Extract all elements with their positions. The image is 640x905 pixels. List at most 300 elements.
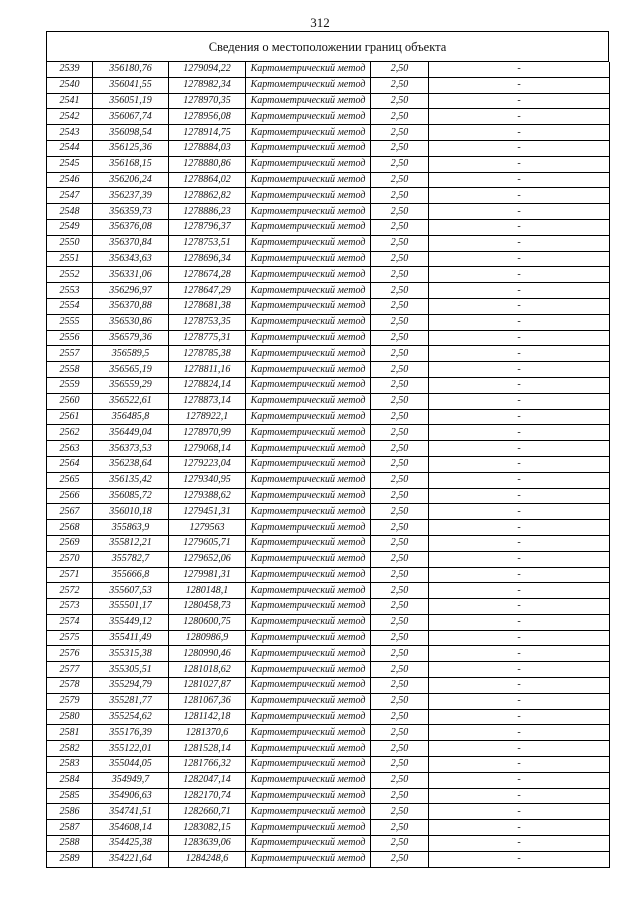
method-cell: Картометрический метод bbox=[246, 298, 371, 314]
coordinates-table-body bbox=[47, 62, 610, 867]
x-coordinate-cell: 354425,38 bbox=[93, 836, 169, 852]
y-coordinate-cell: 1278753,51 bbox=[169, 235, 246, 251]
accuracy-cell: 2,50 bbox=[371, 788, 429, 804]
x-coordinate-cell: 356331,06 bbox=[93, 267, 169, 283]
accuracy-cell: 2,50 bbox=[371, 425, 429, 441]
method-cell: Картометрический метод bbox=[246, 520, 371, 536]
table-row bbox=[47, 62, 610, 77]
method-cell: Картометрический метод bbox=[246, 678, 371, 694]
point-number-cell: 2563 bbox=[47, 441, 93, 457]
x-coordinate-cell: 356370,88 bbox=[93, 298, 169, 314]
accuracy-cell: 2,50 bbox=[371, 646, 429, 662]
point-number-cell: 2540 bbox=[47, 77, 93, 93]
description-cell: - bbox=[429, 172, 610, 188]
accuracy-cell: 2,50 bbox=[371, 204, 429, 220]
x-coordinate-cell: 356530,86 bbox=[93, 314, 169, 330]
accuracy-cell: 2,50 bbox=[371, 567, 429, 583]
description-cell: - bbox=[429, 772, 610, 788]
x-coordinate-cell: 355863,9 bbox=[93, 520, 169, 536]
table-row bbox=[47, 693, 610, 709]
description-cell: - bbox=[429, 62, 610, 77]
description-cell: - bbox=[429, 551, 610, 567]
y-coordinate-cell: 1278674,28 bbox=[169, 267, 246, 283]
y-coordinate-cell: 1284248,6 bbox=[169, 851, 246, 867]
point-number-cell: 2555 bbox=[47, 314, 93, 330]
accuracy-cell: 2,50 bbox=[371, 804, 429, 820]
point-number-cell: 2564 bbox=[47, 456, 93, 472]
x-coordinate-cell: 356449,04 bbox=[93, 425, 169, 441]
table-row bbox=[47, 851, 610, 867]
accuracy-cell: 2,50 bbox=[371, 140, 429, 156]
y-coordinate-cell: 1282660,71 bbox=[169, 804, 246, 820]
method-cell: Картометрический метод bbox=[246, 504, 371, 520]
table-row bbox=[47, 362, 610, 378]
method-cell: Картометрический метод bbox=[246, 646, 371, 662]
x-coordinate-cell: 356343,63 bbox=[93, 251, 169, 267]
description-cell: - bbox=[429, 678, 610, 694]
y-coordinate-cell: 1278864,02 bbox=[169, 172, 246, 188]
point-number-cell: 2571 bbox=[47, 567, 93, 583]
method-cell: Картометрический метод bbox=[246, 472, 371, 488]
description-cell: - bbox=[429, 614, 610, 630]
method-cell: Картометрический метод bbox=[246, 125, 371, 141]
table-row bbox=[47, 377, 610, 393]
x-coordinate-cell: 356579,36 bbox=[93, 330, 169, 346]
x-coordinate-cell: 356485,8 bbox=[93, 409, 169, 425]
description-cell: - bbox=[429, 851, 610, 867]
method-cell: Картометрический метод bbox=[246, 456, 371, 472]
point-number-cell: 2560 bbox=[47, 393, 93, 409]
point-number-cell: 2551 bbox=[47, 251, 93, 267]
x-coordinate-cell: 356180,76 bbox=[93, 62, 169, 77]
description-cell: - bbox=[429, 109, 610, 125]
method-cell: Картометрический метод bbox=[246, 140, 371, 156]
y-coordinate-cell: 1282047,14 bbox=[169, 772, 246, 788]
method-cell: Картометрический метод bbox=[246, 741, 371, 757]
table-row bbox=[47, 251, 610, 267]
accuracy-cell: 2,50 bbox=[371, 772, 429, 788]
accuracy-cell: 2,50 bbox=[371, 235, 429, 251]
point-number-cell: 2575 bbox=[47, 630, 93, 646]
table-row bbox=[47, 393, 610, 409]
table-row bbox=[47, 425, 610, 441]
y-coordinate-cell: 1278956,08 bbox=[169, 109, 246, 125]
x-coordinate-cell: 355812,21 bbox=[93, 535, 169, 551]
accuracy-cell: 2,50 bbox=[371, 62, 429, 77]
accuracy-cell: 2,50 bbox=[371, 298, 429, 314]
y-coordinate-cell: 1278970,35 bbox=[169, 93, 246, 109]
method-cell: Картометрический метод bbox=[246, 757, 371, 773]
table-row bbox=[47, 614, 610, 630]
table-row bbox=[47, 298, 610, 314]
accuracy-cell: 2,50 bbox=[371, 583, 429, 599]
y-coordinate-cell: 1278696,34 bbox=[169, 251, 246, 267]
x-coordinate-cell: 356237,39 bbox=[93, 188, 169, 204]
table-row bbox=[47, 725, 610, 741]
x-coordinate-cell: 356168,15 bbox=[93, 156, 169, 172]
accuracy-cell: 2,50 bbox=[371, 283, 429, 299]
description-cell: - bbox=[429, 441, 610, 457]
x-coordinate-cell: 354741,51 bbox=[93, 804, 169, 820]
table-row bbox=[47, 788, 610, 804]
table-row bbox=[47, 772, 610, 788]
table-row bbox=[47, 551, 610, 567]
method-cell: Картометрический метод bbox=[246, 346, 371, 362]
method-cell: Картометрический метод bbox=[246, 804, 371, 820]
table-row bbox=[47, 630, 610, 646]
point-number-cell: 2585 bbox=[47, 788, 93, 804]
method-cell: Картометрический метод bbox=[246, 283, 371, 299]
point-number-cell: 2584 bbox=[47, 772, 93, 788]
description-cell: - bbox=[429, 393, 610, 409]
table-row bbox=[47, 188, 610, 204]
table-row bbox=[47, 441, 610, 457]
x-coordinate-cell: 354949,7 bbox=[93, 772, 169, 788]
method-cell: Картометрический метод bbox=[246, 551, 371, 567]
method-cell: Картометрический метод bbox=[246, 820, 371, 836]
point-number-cell: 2558 bbox=[47, 362, 93, 378]
x-coordinate-cell: 356522,61 bbox=[93, 393, 169, 409]
accuracy-cell: 2,50 bbox=[371, 836, 429, 852]
x-coordinate-cell: 356206,24 bbox=[93, 172, 169, 188]
x-coordinate-cell: 356010,18 bbox=[93, 504, 169, 520]
table-row bbox=[47, 409, 610, 425]
x-coordinate-cell: 356376,08 bbox=[93, 219, 169, 235]
table-row bbox=[47, 583, 610, 599]
table-row bbox=[47, 77, 610, 93]
accuracy-cell: 2,50 bbox=[371, 330, 429, 346]
y-coordinate-cell: 1279563 bbox=[169, 520, 246, 536]
method-cell: Картометрический метод bbox=[246, 235, 371, 251]
accuracy-cell: 2,50 bbox=[371, 77, 429, 93]
y-coordinate-cell: 1278922,1 bbox=[169, 409, 246, 425]
description-cell: - bbox=[429, 77, 610, 93]
y-coordinate-cell: 1281528,14 bbox=[169, 741, 246, 757]
point-number-cell: 2556 bbox=[47, 330, 93, 346]
x-coordinate-cell: 356359,73 bbox=[93, 204, 169, 220]
y-coordinate-cell: 1281142,18 bbox=[169, 709, 246, 725]
accuracy-cell: 2,50 bbox=[371, 219, 429, 235]
page-number: 312 bbox=[310, 15, 330, 30]
description-cell: - bbox=[429, 314, 610, 330]
table-row bbox=[47, 535, 610, 551]
accuracy-cell: 2,50 bbox=[371, 409, 429, 425]
y-coordinate-cell: 1279094,22 bbox=[169, 62, 246, 77]
description-cell: - bbox=[429, 251, 610, 267]
method-cell: Картометрический метод bbox=[246, 77, 371, 93]
description-cell: - bbox=[429, 346, 610, 362]
point-number-cell: 2569 bbox=[47, 535, 93, 551]
method-cell: Картометрический метод bbox=[246, 330, 371, 346]
method-cell: Картометрический метод bbox=[246, 836, 371, 852]
x-coordinate-cell: 356098,54 bbox=[93, 125, 169, 141]
accuracy-cell: 2,50 bbox=[371, 488, 429, 504]
table-row bbox=[47, 140, 610, 156]
point-number-cell: 2562 bbox=[47, 425, 93, 441]
description-cell: - bbox=[429, 725, 610, 741]
y-coordinate-cell: 1278811,16 bbox=[169, 362, 246, 378]
y-coordinate-cell: 1278753,35 bbox=[169, 314, 246, 330]
x-coordinate-cell: 356238,64 bbox=[93, 456, 169, 472]
table-row bbox=[47, 820, 610, 836]
table-row bbox=[47, 757, 610, 773]
description-cell: - bbox=[429, 567, 610, 583]
table-row bbox=[47, 646, 610, 662]
accuracy-cell: 2,50 bbox=[371, 251, 429, 267]
description-cell: - bbox=[429, 456, 610, 472]
description-cell: - bbox=[429, 693, 610, 709]
method-cell: Картометрический метод bbox=[246, 583, 371, 599]
x-coordinate-cell: 355666,8 bbox=[93, 567, 169, 583]
accuracy-cell: 2,50 bbox=[371, 267, 429, 283]
accuracy-cell: 2,50 bbox=[371, 725, 429, 741]
point-number-cell: 2553 bbox=[47, 283, 93, 299]
method-cell: Картометрический метод bbox=[246, 409, 371, 425]
point-number-cell: 2559 bbox=[47, 377, 93, 393]
description-cell: - bbox=[429, 219, 610, 235]
description-cell: - bbox=[429, 362, 610, 378]
method-cell: Картометрический метод bbox=[246, 362, 371, 378]
description-cell: - bbox=[429, 535, 610, 551]
y-coordinate-cell: 1278647,29 bbox=[169, 283, 246, 299]
table-row bbox=[47, 125, 610, 141]
x-coordinate-cell: 355449,12 bbox=[93, 614, 169, 630]
point-number-cell: 2539 bbox=[47, 62, 93, 77]
method-cell: Картометрический метод bbox=[246, 62, 371, 77]
point-number-cell: 2568 bbox=[47, 520, 93, 536]
x-coordinate-cell: 355294,79 bbox=[93, 678, 169, 694]
accuracy-cell: 2,50 bbox=[371, 709, 429, 725]
method-cell: Картометрический метод bbox=[246, 599, 371, 615]
y-coordinate-cell: 1281766,32 bbox=[169, 757, 246, 773]
x-coordinate-cell: 355782,7 bbox=[93, 551, 169, 567]
table-row bbox=[47, 283, 610, 299]
method-cell: Картометрический метод bbox=[246, 535, 371, 551]
method-cell: Картометрический метод bbox=[246, 267, 371, 283]
point-number-cell: 2548 bbox=[47, 204, 93, 220]
table-row bbox=[47, 678, 610, 694]
y-coordinate-cell: 1278824,14 bbox=[169, 377, 246, 393]
point-number-cell: 2574 bbox=[47, 614, 93, 630]
method-cell: Картометрический метод bbox=[246, 488, 371, 504]
x-coordinate-cell: 355281,77 bbox=[93, 693, 169, 709]
y-coordinate-cell: 1282170,74 bbox=[169, 788, 246, 804]
y-coordinate-cell: 1278970,99 bbox=[169, 425, 246, 441]
description-cell: - bbox=[429, 662, 610, 678]
table-row bbox=[47, 472, 610, 488]
table-row bbox=[47, 93, 610, 109]
table-row bbox=[47, 488, 610, 504]
point-number-cell: 2561 bbox=[47, 409, 93, 425]
description-cell: - bbox=[429, 820, 610, 836]
accuracy-cell: 2,50 bbox=[371, 599, 429, 615]
y-coordinate-cell: 1279068,14 bbox=[169, 441, 246, 457]
description-cell: - bbox=[429, 330, 610, 346]
point-number-cell: 2579 bbox=[47, 693, 93, 709]
x-coordinate-cell: 355607,53 bbox=[93, 583, 169, 599]
x-coordinate-cell: 355254,62 bbox=[93, 709, 169, 725]
y-coordinate-cell: 1279981,31 bbox=[169, 567, 246, 583]
description-cell: - bbox=[429, 188, 610, 204]
point-number-cell: 2541 bbox=[47, 93, 93, 109]
y-coordinate-cell: 1278880,86 bbox=[169, 156, 246, 172]
x-coordinate-cell: 355176,39 bbox=[93, 725, 169, 741]
y-coordinate-cell: 1278982,34 bbox=[169, 77, 246, 93]
point-number-cell: 2554 bbox=[47, 298, 93, 314]
table-row bbox=[47, 330, 610, 346]
description-cell: - bbox=[429, 472, 610, 488]
method-cell: Картометрический метод bbox=[246, 567, 371, 583]
x-coordinate-cell: 356370,84 bbox=[93, 235, 169, 251]
accuracy-cell: 2,50 bbox=[371, 456, 429, 472]
table-row bbox=[47, 314, 610, 330]
point-number-cell: 2546 bbox=[47, 172, 93, 188]
y-coordinate-cell: 1279652,06 bbox=[169, 551, 246, 567]
accuracy-cell: 2,50 bbox=[371, 156, 429, 172]
table-row bbox=[47, 109, 610, 125]
x-coordinate-cell: 356296,97 bbox=[93, 283, 169, 299]
accuracy-cell: 2,50 bbox=[371, 504, 429, 520]
table-row bbox=[47, 204, 610, 220]
point-number-cell: 2572 bbox=[47, 583, 93, 599]
y-coordinate-cell: 1280986,9 bbox=[169, 630, 246, 646]
description-cell: - bbox=[429, 630, 610, 646]
description-cell: - bbox=[429, 520, 610, 536]
y-coordinate-cell: 1281018,62 bbox=[169, 662, 246, 678]
description-cell: - bbox=[429, 409, 610, 425]
point-number-cell: 2577 bbox=[47, 662, 93, 678]
description-cell: - bbox=[429, 298, 610, 314]
method-cell: Картометрический метод bbox=[246, 251, 371, 267]
method-cell: Картометрический метод bbox=[246, 219, 371, 235]
x-coordinate-cell: 356135,42 bbox=[93, 472, 169, 488]
accuracy-cell: 2,50 bbox=[371, 109, 429, 125]
point-number-cell: 2581 bbox=[47, 725, 93, 741]
y-coordinate-cell: 1280148,1 bbox=[169, 583, 246, 599]
method-cell: Картометрический метод bbox=[246, 109, 371, 125]
x-coordinate-cell: 354221,64 bbox=[93, 851, 169, 867]
accuracy-cell: 2,50 bbox=[371, 741, 429, 757]
y-coordinate-cell: 1281370,6 bbox=[169, 725, 246, 741]
table-row bbox=[47, 456, 610, 472]
x-coordinate-cell: 355501,17 bbox=[93, 599, 169, 615]
description-cell: - bbox=[429, 235, 610, 251]
accuracy-cell: 2,50 bbox=[371, 314, 429, 330]
method-cell: Картометрический метод bbox=[246, 772, 371, 788]
accuracy-cell: 2,50 bbox=[371, 693, 429, 709]
x-coordinate-cell: 356565,19 bbox=[93, 362, 169, 378]
description-cell: - bbox=[429, 125, 610, 141]
point-number-cell: 2580 bbox=[47, 709, 93, 725]
point-number-cell: 2583 bbox=[47, 757, 93, 773]
accuracy-cell: 2,50 bbox=[371, 535, 429, 551]
method-cell: Картометрический метод bbox=[246, 425, 371, 441]
accuracy-cell: 2,50 bbox=[371, 172, 429, 188]
accuracy-cell: 2,50 bbox=[371, 678, 429, 694]
method-cell: Картометрический метод bbox=[246, 93, 371, 109]
table-row bbox=[47, 520, 610, 536]
x-coordinate-cell: 355411,49 bbox=[93, 630, 169, 646]
accuracy-cell: 2,50 bbox=[371, 441, 429, 457]
y-coordinate-cell: 1281067,36 bbox=[169, 693, 246, 709]
table-row bbox=[47, 346, 610, 362]
x-coordinate-cell: 355305,51 bbox=[93, 662, 169, 678]
y-coordinate-cell: 1278914,75 bbox=[169, 125, 246, 141]
boundary-table-sheet bbox=[46, 31, 609, 868]
description-cell: - bbox=[429, 488, 610, 504]
y-coordinate-cell: 1281027,87 bbox=[169, 678, 246, 694]
table-row bbox=[47, 219, 610, 235]
point-number-cell: 2578 bbox=[47, 678, 93, 694]
y-coordinate-cell: 1278785,38 bbox=[169, 346, 246, 362]
y-coordinate-cell: 1278775,31 bbox=[169, 330, 246, 346]
method-cell: Картометрический метод bbox=[246, 204, 371, 220]
table-row bbox=[47, 709, 610, 725]
x-coordinate-cell: 356373,53 bbox=[93, 441, 169, 457]
method-cell: Картометрический метод bbox=[246, 393, 371, 409]
point-number-cell: 2588 bbox=[47, 836, 93, 852]
point-number-cell: 2582 bbox=[47, 741, 93, 757]
y-coordinate-cell: 1279223,04 bbox=[169, 456, 246, 472]
method-cell: Картометрический метод bbox=[246, 693, 371, 709]
y-coordinate-cell: 1280600,75 bbox=[169, 614, 246, 630]
description-cell: - bbox=[429, 93, 610, 109]
description-cell: - bbox=[429, 836, 610, 852]
description-cell: - bbox=[429, 267, 610, 283]
point-number-cell: 2557 bbox=[47, 346, 93, 362]
method-cell: Картометрический метод bbox=[246, 630, 371, 646]
table-row bbox=[47, 172, 610, 188]
method-cell: Картометрический метод bbox=[246, 441, 371, 457]
point-number-cell: 2547 bbox=[47, 188, 93, 204]
point-number-cell: 2550 bbox=[47, 235, 93, 251]
description-cell: - bbox=[429, 583, 610, 599]
accuracy-cell: 2,50 bbox=[371, 188, 429, 204]
y-coordinate-cell: 1278873,14 bbox=[169, 393, 246, 409]
accuracy-cell: 2,50 bbox=[371, 520, 429, 536]
point-number-cell: 2587 bbox=[47, 820, 93, 836]
y-coordinate-cell: 1279451,31 bbox=[169, 504, 246, 520]
y-coordinate-cell: 1279340,95 bbox=[169, 472, 246, 488]
method-cell: Картометрический метод bbox=[246, 314, 371, 330]
method-cell: Картометрический метод bbox=[246, 156, 371, 172]
description-cell: - bbox=[429, 504, 610, 520]
accuracy-cell: 2,50 bbox=[371, 614, 429, 630]
description-cell: - bbox=[429, 377, 610, 393]
y-coordinate-cell: 1283082,15 bbox=[169, 820, 246, 836]
description-cell: - bbox=[429, 741, 610, 757]
accuracy-cell: 2,50 bbox=[371, 757, 429, 773]
point-number-cell: 2544 bbox=[47, 140, 93, 156]
y-coordinate-cell: 1279388,62 bbox=[169, 488, 246, 504]
x-coordinate-cell: 355315,38 bbox=[93, 646, 169, 662]
point-number-cell: 2567 bbox=[47, 504, 93, 520]
point-number-cell: 2552 bbox=[47, 267, 93, 283]
x-coordinate-cell: 356125,36 bbox=[93, 140, 169, 156]
table-row bbox=[47, 804, 610, 820]
method-cell: Картометрический метод bbox=[246, 725, 371, 741]
description-cell: - bbox=[429, 204, 610, 220]
y-coordinate-cell: 1278886,23 bbox=[169, 204, 246, 220]
table-row bbox=[47, 504, 610, 520]
accuracy-cell: 2,50 bbox=[371, 346, 429, 362]
table-row bbox=[47, 567, 610, 583]
description-cell: - bbox=[429, 140, 610, 156]
accuracy-cell: 2,50 bbox=[371, 662, 429, 678]
y-coordinate-cell: 1280990,46 bbox=[169, 646, 246, 662]
point-number-cell: 2586 bbox=[47, 804, 93, 820]
point-number-cell: 2576 bbox=[47, 646, 93, 662]
